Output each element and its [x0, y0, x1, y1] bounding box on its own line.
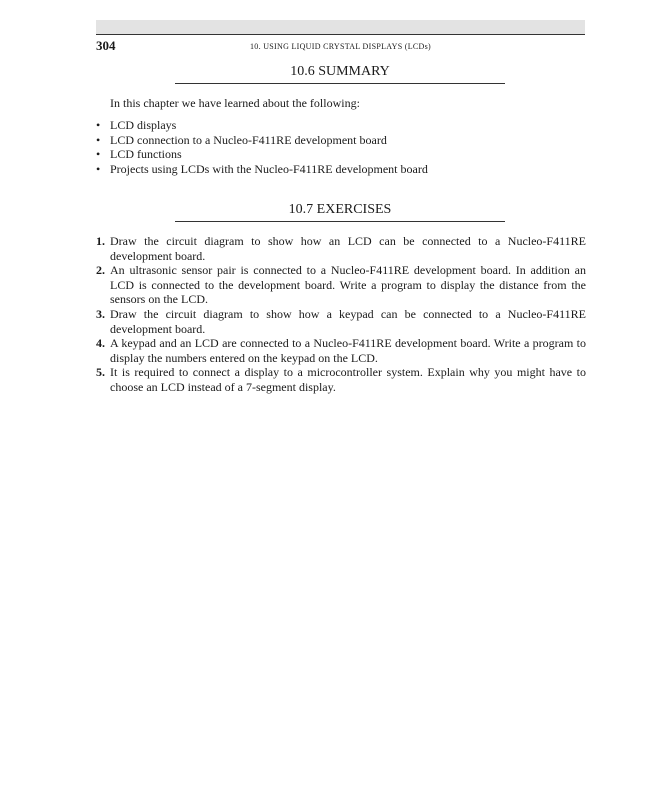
exercise-text: It is required to connect a display to a microcontroller system. Explain why you might have to choose an LCD instead of a 7-segment display. [110, 365, 586, 394]
exercise-item [96, 336, 586, 365]
exercise-number: 2. [96, 263, 105, 278]
exercise-number: 3. [96, 306, 105, 321]
summary-heading: 10.6 SUMMARY [175, 64, 505, 84]
exercises-list [96, 234, 586, 395]
list-item [96, 133, 585, 148]
list-item-text: LCD functions [110, 147, 182, 162]
running-head: 10. USING LIQUID CRYSTAL DISPLAYS (LCDs) [250, 42, 431, 51]
list-item-text: LCD displays [110, 118, 177, 132]
summary-list [96, 118, 585, 176]
page-number: 304 [96, 38, 116, 53]
bullet-icon: • [96, 161, 101, 176]
list-item-text: LCD connection to a Nucleo-F411RE development board [110, 132, 387, 147]
bullet-icon: • [96, 118, 101, 132]
exercise-number: 4. [96, 336, 105, 351]
summary-intro: In this chapter we have learned about the following: [110, 96, 360, 110]
exercise-item [96, 307, 586, 336]
bullet-icon: • [96, 132, 101, 147]
exercise-item [96, 234, 586, 263]
exercise-text: An ultrasonic sensor pair is connected to a Nucleo-F411RE development board. In addition an LCD is connected to the development board. Write a program to display the distance from the sensors on the LCD. [110, 263, 586, 307]
exercise-number: 5. [96, 365, 105, 380]
exercise-item [96, 263, 586, 307]
exercises-heading: 10.7 EXERCISES [175, 202, 505, 222]
exercise-item [96, 365, 586, 394]
list-item [96, 162, 585, 177]
list-item-text: Projects using LCDs with the Nucleo-F411RE development board [110, 161, 428, 176]
bullet-icon: • [96, 147, 101, 162]
exercise-text: A keypad and an LCD are connected to a Nucleo-F411RE development board. Write a program to display the numbers entered on the keypad on the LCD. [110, 336, 586, 365]
list-item [96, 118, 585, 133]
exercise-text: Draw the circuit diagram to show how a keypad can be connected to a Nucleo-F411RE development board. [110, 306, 586, 336]
header-rule [96, 34, 585, 35]
exercise-number: 1. [96, 234, 105, 248]
list-item [96, 147, 585, 162]
header-band [96, 20, 585, 34]
exercise-text: Draw the circuit diagram to show how an LCD can be connected to a Nucleo-F411RE development board. [110, 234, 586, 263]
